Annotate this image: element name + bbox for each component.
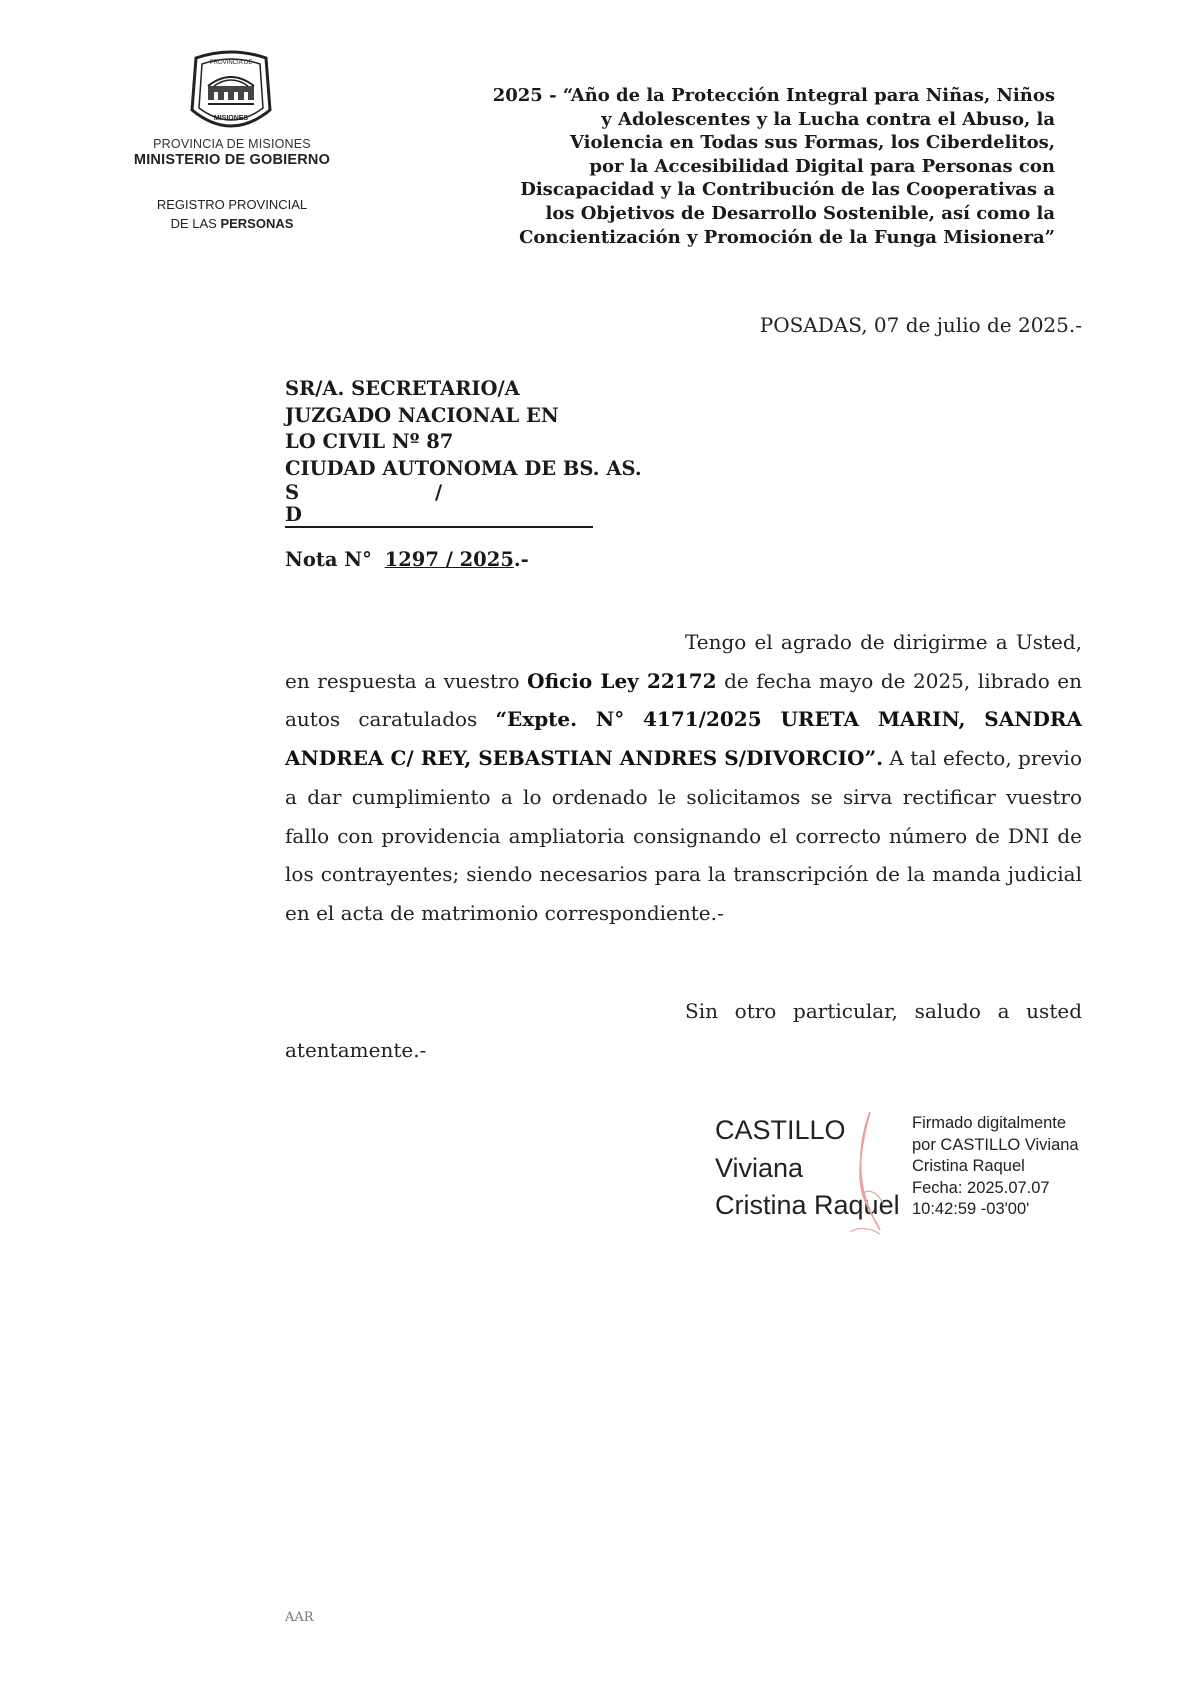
- note-number-value: 1297 / 2025: [384, 548, 514, 571]
- addressee-block: [285, 376, 785, 529]
- note-number: [285, 548, 529, 571]
- registry-name-line1: REGISTRO PROVINCIAL: [156, 197, 308, 212]
- motto-line: y Adolescentes y la Lucha contra el Abuso, la: [601, 108, 1055, 130]
- signature-detail-line: 10:42:59 -03'00': [912, 1200, 1030, 1218]
- motto-line: Violencia en Todas sus Formas, los Ciberdelitos,: [569, 132, 1055, 154]
- body-text: de fecha mayo de 2025, librado en autos caratulados: [285, 668, 1082, 732]
- note-suffix: .-: [513, 548, 529, 571]
- addressee-line: CIUDAD AUTONOMA DE BS. AS.: [285, 456, 642, 480]
- svg-text:MISIONES: MISIONES: [213, 115, 249, 122]
- motto-line: 2025 - “Año de la Protección Integral para Niñas, Niños: [492, 85, 1055, 106]
- motto-line: Discapacidad y la Contribución de las Cooperativas a: [520, 179, 1055, 201]
- sd-d: D: [285, 503, 302, 526]
- addressee-line: JUZGADO NACIONAL EN: [285, 403, 559, 427]
- su-despacho: [285, 482, 593, 528]
- closing-text: Sin otro particular, saludo a usted atentamente.-: [285, 999, 1082, 1062]
- body-text: A tal efecto, previo a dar cumplimiento a lo ordenado le solicitamos se sirva rectificar vuestro fallo con providencia ampliatoria consignando el correcto número de DNI de los contrayentes; siendo necesarios para la transcripción de la manda judicial en el acta de matrimonio correspondiente.-: [285, 746, 1082, 925]
- document-date: POSADAS, 07 de julio de 2025.-: [759, 313, 1082, 337]
- motto-line: Concientización y Promoción de la Funga Misionera”: [519, 226, 1055, 248]
- addressee-line: LO CIVIL Nº 87: [285, 430, 454, 453]
- year-motto: [470, 84, 1055, 249]
- digital-signature-details: [912, 1113, 1079, 1221]
- ministry-name: MINISTERIO DE GOBIERNO: [133, 152, 331, 168]
- footer-initials: AAR: [285, 1610, 314, 1625]
- provincia-de-misiones-seal: [186, 50, 276, 136]
- registry-bold: PERSONAS: [220, 216, 294, 231]
- signature-detail-line: Cristina Raquel: [912, 1157, 1025, 1175]
- province-name: PROVINCIA DE MISIONES: [153, 137, 311, 151]
- signer-name-line: Viviana: [715, 1152, 804, 1183]
- motto-line: por la Accesibilidad Digital para Personas con: [589, 155, 1055, 177]
- addressee-line: SR/A. SECRETARIO/A: [285, 377, 520, 400]
- sd-slash: /: [435, 481, 443, 504]
- body-bold-oficio: Oficio Ley 22172: [527, 668, 717, 693]
- registry-name-line2: [130, 216, 334, 231]
- signature-detail-line: Fecha: 2025.07.07: [912, 1178, 1050, 1197]
- body-bold-expediente: “Expte. N° 4171/2025 URETA MARIN, SANDRA ANDREA C/ REY, SEBASTIAN ANDRES S/DIVORCIO”.: [285, 707, 1082, 771]
- signature-detail-line: por CASTILLO Viviana: [912, 1135, 1079, 1154]
- motto-line: los Objetivos de Desarrollo Sostenible, así como la: [545, 202, 1055, 224]
- signature-mark-icon: [840, 1108, 896, 1238]
- signature-detail-line: Firmado digitalmente: [912, 1114, 1067, 1132]
- body-paragraph: [285, 623, 1082, 933]
- signer-name-line: Cristina Raquel: [715, 1190, 900, 1220]
- registry-prefix: DE LAS: [170, 216, 221, 231]
- svg-text:PROVINCIA DE: PROVINCIA DE: [209, 60, 253, 66]
- sd-s: S: [285, 481, 300, 504]
- closing-paragraph: [285, 992, 1082, 1069]
- signer-name-line: CASTILLO: [715, 1115, 846, 1145]
- body-text: Tengo el agrado de dirigirme a Usted, en respuesta a vuestro: [285, 630, 1082, 693]
- note-label: Nota N°: [285, 548, 372, 571]
